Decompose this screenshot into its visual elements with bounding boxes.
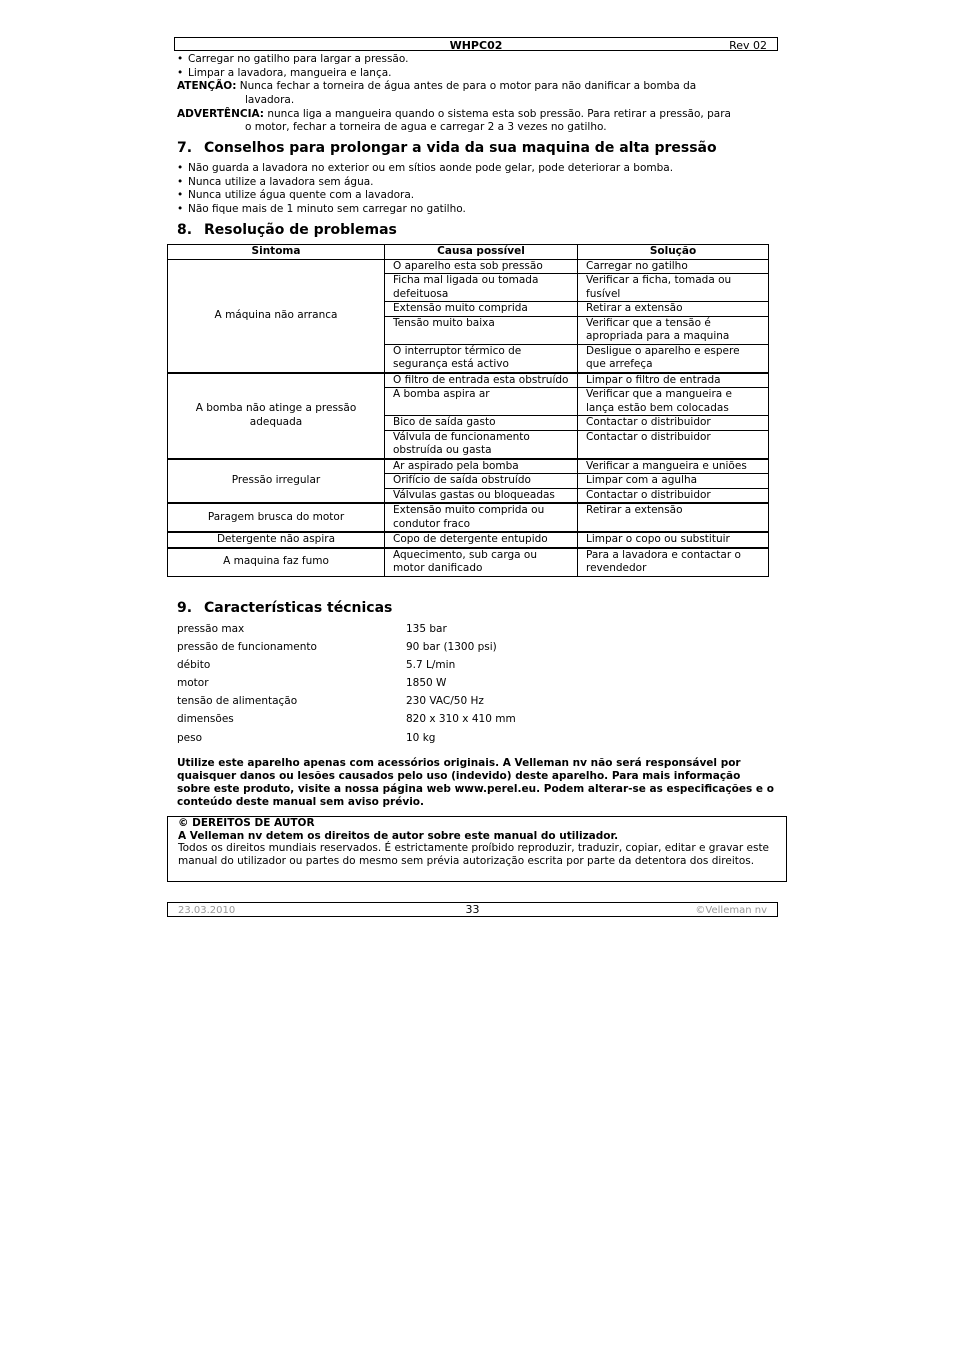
spec-label: pressão de funcionamento: [177, 641, 317, 653]
solution-cell: Verificar a ficha, tomada ou fusível: [578, 274, 769, 302]
solution-cell: Para a lavadora e contactar o revendedor: [578, 548, 769, 577]
spec-label: tensão de alimentação: [177, 695, 298, 707]
table-row: [168, 373, 769, 388]
spec-label: pressão max: [177, 623, 245, 635]
atencao-label: ATENÇÃO:: [177, 80, 237, 92]
spec-value: 5.7 L/min: [406, 659, 456, 671]
symptom-cell: A máquina não arranca: [168, 259, 385, 373]
advertencia-text: nunca liga a mangueira quando o sistema esta sob pressão. Para retirar a pressão, para: [267, 108, 731, 120]
cause-cell: Extensão muito comprida ou condutor fraco: [385, 503, 578, 532]
section-8-heading: [177, 222, 397, 238]
section-7-heading: [177, 140, 717, 156]
tip-bullet: • Nunca utilize a lavadora sem água.: [177, 176, 374, 190]
solution-cell: Verificar que a tensão é apropriada para a maquina: [578, 316, 769, 344]
tip-bullet: • Nunca utilize água quente com a lavadora.: [177, 189, 414, 203]
cause-cell: Válvulas gastas ou bloqueadas: [385, 488, 578, 503]
intro-bullet: • Carregar no gatilho para largar a pressão.: [177, 53, 408, 67]
table-row: [168, 259, 769, 274]
copyright-title: © DEREITOS DE AUTOR: [178, 817, 315, 829]
cause-cell: O filtro de entrada esta obstruído: [385, 373, 578, 388]
cause-cell: Ficha mal ligada ou tomada defeituosa: [385, 274, 578, 302]
page-footer: [167, 902, 778, 917]
revision: Rev 02: [729, 39, 767, 52]
col-header-symptom: Sintoma: [168, 245, 385, 260]
cause-cell: Orifício de saída obstruído: [385, 474, 578, 489]
table-header-row: [168, 245, 769, 260]
section-number: 8.: [177, 222, 193, 238]
cause-cell: Aquecimento, sub carga ou motor danificado: [385, 548, 578, 577]
col-header-cause: Causa possível: [385, 245, 578, 260]
copyright-text: Todos os direitos mundiais reservados. É estrictamente proíbido reproduzir, traduzir, copiar, editar e gravar este manual do utilizador ou partes do mesmo sem prévia autorização escrita por parte da detentora dos direitos.: [178, 842, 770, 867]
section-number: 7.: [177, 140, 193, 156]
footer-company: ©Velleman nv: [695, 905, 767, 916]
table-row: [168, 503, 769, 532]
solution-cell: Retirar a extensão: [578, 302, 769, 317]
cause-cell: Tensão muito baixa: [385, 316, 578, 344]
tip-bullet: • Não fique mais de 1 minuto sem carregar no gatilho.: [177, 203, 466, 217]
section-number: 9.: [177, 600, 193, 616]
cause-cell: Bico de saída gasto: [385, 416, 578, 431]
atencao-text: Nunca fechar a torneira de água antes de para o motor para não danificar a bomba da: [239, 80, 697, 92]
cause-cell: A bomba aspira ar: [385, 388, 578, 416]
troubleshooting-table: [167, 244, 769, 577]
cause-cell: Extensão muito comprida: [385, 302, 578, 317]
spec-label: peso: [177, 732, 203, 744]
atencao-line: [177, 80, 696, 94]
model-number: WHPC02: [449, 39, 503, 52]
copyright-bold-line: A Velleman nv detem os direitos de autor sobre este manual do utilizador.: [178, 829, 619, 842]
symptom-cell: A maquina faz fumo: [168, 548, 385, 577]
spec-value: 10 kg: [406, 732, 436, 744]
spec-value: 135 bar: [406, 623, 447, 635]
solution-cell: Verificar que a mangueira e lança estão bem colocadas: [578, 388, 769, 416]
footer-date: 23.03.2010: [178, 905, 236, 916]
solution-cell: Limpar o filtro de entrada: [578, 373, 769, 388]
table-row: [168, 459, 769, 474]
table-row: [168, 532, 769, 548]
cause-cell: Válvula de funcionamento obstruída ou gasta: [385, 430, 578, 459]
symptom-cell: A bomba não atinge a pressão adequada: [168, 373, 385, 459]
section-9-heading: [177, 600, 392, 616]
cause-cell: O interruptor térmico de segurança está activo: [385, 344, 578, 373]
spec-label: dimensões: [177, 713, 234, 725]
solution-cell: Contactar o distribuidor: [578, 488, 769, 503]
usage-note: Utilize este aparelho apenas com acessórios originais. A Velleman nv não será responsável por quaisquer danos ou lesões causados pelo uso (indevido) deste aparelho. Para mais informação sobre este produto, visite a nossa página web www.perel.eu. Podem alterar-se as especificações e o conteúdo deste manual sem aviso prévio.: [177, 757, 774, 808]
section-title: Resolução de problemas: [204, 222, 397, 238]
atencao-text-cont: lavadora.: [245, 94, 295, 106]
cause-cell: Copo de detergente entupido: [385, 532, 578, 548]
spec-label: motor: [177, 677, 209, 689]
solution-cell: Limpar o copo ou substituir: [578, 532, 769, 548]
page-number: 33: [465, 903, 480, 916]
solution-cell: Desligue o aparelho e espere que arrefeça: [578, 344, 769, 373]
advertencia-text-cont: o motor, fechar a torneira de agua e carregar 2 a 3 vezes no gatilho.: [245, 121, 607, 133]
tip-bullet: • Não guarda a lavadora no exterior ou em sítios aonde pode gelar, pode deteriorar a bomba.: [177, 162, 673, 176]
spec-value: 230 VAC/50 Hz: [406, 695, 484, 707]
solution-cell: Carregar no gatilho: [578, 259, 769, 274]
col-header-solution: Solução: [578, 245, 769, 260]
solution-cell: Contactar o distribuidor: [578, 430, 769, 459]
symptom-cell: Pressão irregular: [168, 459, 385, 504]
symptom-cell: Detergente não aspira: [168, 532, 385, 548]
spec-value: 90 bar (1300 psi): [406, 641, 497, 653]
cause-cell: Ar aspirado pela bomba: [385, 459, 578, 474]
copyright-box: [167, 816, 787, 882]
solution-cell: Retirar a extensão: [578, 503, 769, 532]
cause-cell: O aparelho esta sob pressão: [385, 259, 578, 274]
advertencia-label: ADVERTÊNCIA:: [177, 108, 265, 120]
page-header: [174, 37, 778, 51]
table-row: [168, 548, 769, 577]
section-title: Conselhos para prolongar a vida da sua maquina de alta pressão: [204, 140, 717, 156]
section-title: Características técnicas: [204, 600, 393, 616]
solution-cell: Contactar o distribuidor: [578, 416, 769, 431]
intro-bullet: • Limpar a lavadora, mangueira e lança.: [177, 67, 392, 81]
spec-value: 1850 W: [406, 677, 447, 689]
solution-cell: Verificar a mangueira e uniões: [578, 459, 769, 474]
solution-cell: Limpar com a agulha: [578, 474, 769, 489]
symptom-cell: Paragem brusca do motor: [168, 503, 385, 532]
advertencia-line: [177, 108, 731, 122]
spec-value: 820 x 310 x 410 mm: [406, 713, 516, 725]
spec-label: débito: [177, 659, 211, 671]
